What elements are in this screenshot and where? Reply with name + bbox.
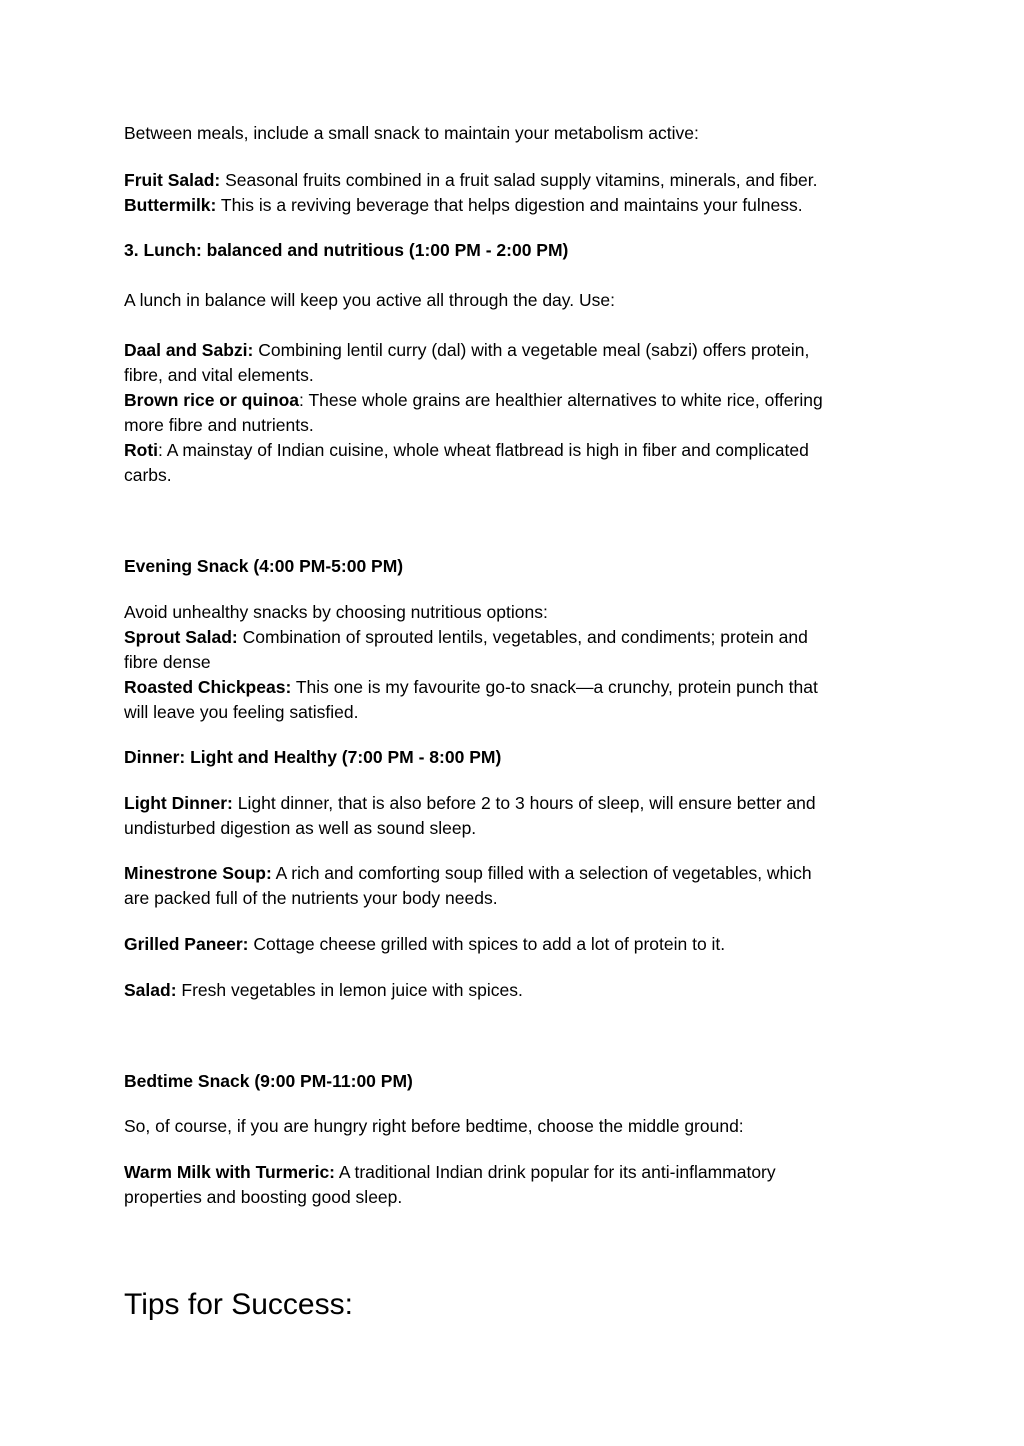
snack-intro: Between meals, include a small snack to maintain your metabolism active:: [124, 123, 699, 143]
chickpeas-term: Roasted Chickpeas:: [124, 677, 292, 697]
sprout-salad-term: Sprout Salad:: [124, 627, 238, 647]
tips-title: Tips for Success:: [124, 1288, 353, 1321]
roti-text-1: : A mainstay of Indian cuisine, whole wheat flatbread is high in fiber and complicated: [158, 440, 809, 460]
daal-text-1: Combining lentil curry (dal) with a vegetable meal (sabzi) offers protein,: [253, 340, 810, 360]
bedtime-heading: Bedtime Snack (9:00 PM-11:00 PM): [124, 1071, 413, 1091]
paneer-term: Grilled Paneer:: [124, 934, 249, 954]
fruit-salad-text: Seasonal fruits combined in a fruit salad supply vitamins, minerals, and fiber.: [220, 170, 818, 190]
sprout-salad-item-line-2: fibre dense: [124, 652, 211, 672]
minestrone-item-line-2: are packed full of the nutrients your body needs.: [124, 888, 498, 908]
dinner-heading: Dinner: Light and Healthy (7:00 PM - 8:00 PM): [124, 747, 502, 767]
warm-milk-text-1: A traditional Indian drink popular for its anti-inflammatory: [335, 1162, 776, 1182]
buttermilk-term: Buttermilk:: [124, 195, 217, 215]
paneer-text: Cottage cheese grilled with spices to add a lot of protein to it.: [248, 934, 726, 954]
buttermilk-item: [124, 193, 904, 218]
daal-item-line-1: [124, 338, 904, 363]
brown-rice-item-line-2: more fibre and nutrients.: [124, 415, 314, 435]
salad-term: Salad:: [124, 980, 177, 1000]
brown-rice-text-1: : These whole grains are healthier alternatives to white rice, offering: [299, 390, 823, 410]
warm-milk-item-line-1: [124, 1160, 904, 1185]
brown-rice-term: Brown rice or quinoa: [124, 390, 300, 410]
evening-heading: Evening Snack (4:00 PM-5:00 PM): [124, 556, 404, 576]
light-dinner-item-line-2: undisturbed digestion as well as sound sleep.: [124, 818, 477, 838]
chickpeas-text-1: This one is my favourite go-to snack—a crunchy, protein punch that: [291, 677, 818, 697]
roti-item-line-2: carbs.: [124, 465, 172, 485]
minestrone-term: Minestrone Soup:: [124, 863, 272, 883]
lunch-heading: 3. Lunch: balanced and nutritious (1:00 PM - 2:00 PM): [124, 240, 569, 260]
minestrone-text-1: A rich and comforting soup filled with a selection of vegetables, which: [271, 863, 812, 883]
fruit-salad-item: [124, 168, 904, 193]
daal-term: Daal and Sabzi:: [124, 340, 254, 360]
evening-intro: Avoid unhealthy snacks by choosing nutritious options:: [124, 602, 548, 622]
paneer-item: [124, 932, 904, 957]
lunch-intro: A lunch in balance will keep you active all through the day. Use:: [124, 290, 615, 310]
chickpeas-item-line-2: will leave you feeling satisfied.: [124, 702, 359, 722]
warm-milk-item-line-2: properties and boosting good sleep.: [124, 1187, 403, 1207]
light-dinner-item-line-1: [124, 791, 904, 816]
sprout-salad-text-1: Combination of sprouted lentils, vegetables, and condiments; protein and: [237, 627, 808, 647]
brown-rice-item-line-1: [124, 388, 904, 413]
warm-milk-term: Warm Milk with Turmeric:: [124, 1162, 335, 1182]
daal-item-line-2: fibre, and vital elements.: [124, 365, 314, 385]
fruit-salad-term: Fruit Salad:: [124, 170, 221, 190]
roti-item-line-1: [124, 438, 904, 463]
light-dinner-text-1: Light dinner, that is also before 2 to 3 hours of sleep, will ensure better and: [232, 793, 816, 813]
salad-item: [124, 978, 904, 1003]
chickpeas-item-line-1: [124, 675, 904, 700]
salad-text: Fresh vegetables in lemon juice with spices.: [176, 980, 523, 1000]
sprout-salad-item-line-1: [124, 625, 904, 650]
roti-term: Roti: [124, 440, 159, 460]
buttermilk-text: This is a reviving beverage that helps digestion and maintains your fulness.: [216, 195, 803, 215]
bedtime-intro: So, of course, if you are hungry right before bedtime, choose the middle ground:: [124, 1116, 744, 1136]
minestrone-item-line-1: [124, 861, 904, 886]
light-dinner-term: Light Dinner:: [124, 793, 233, 813]
